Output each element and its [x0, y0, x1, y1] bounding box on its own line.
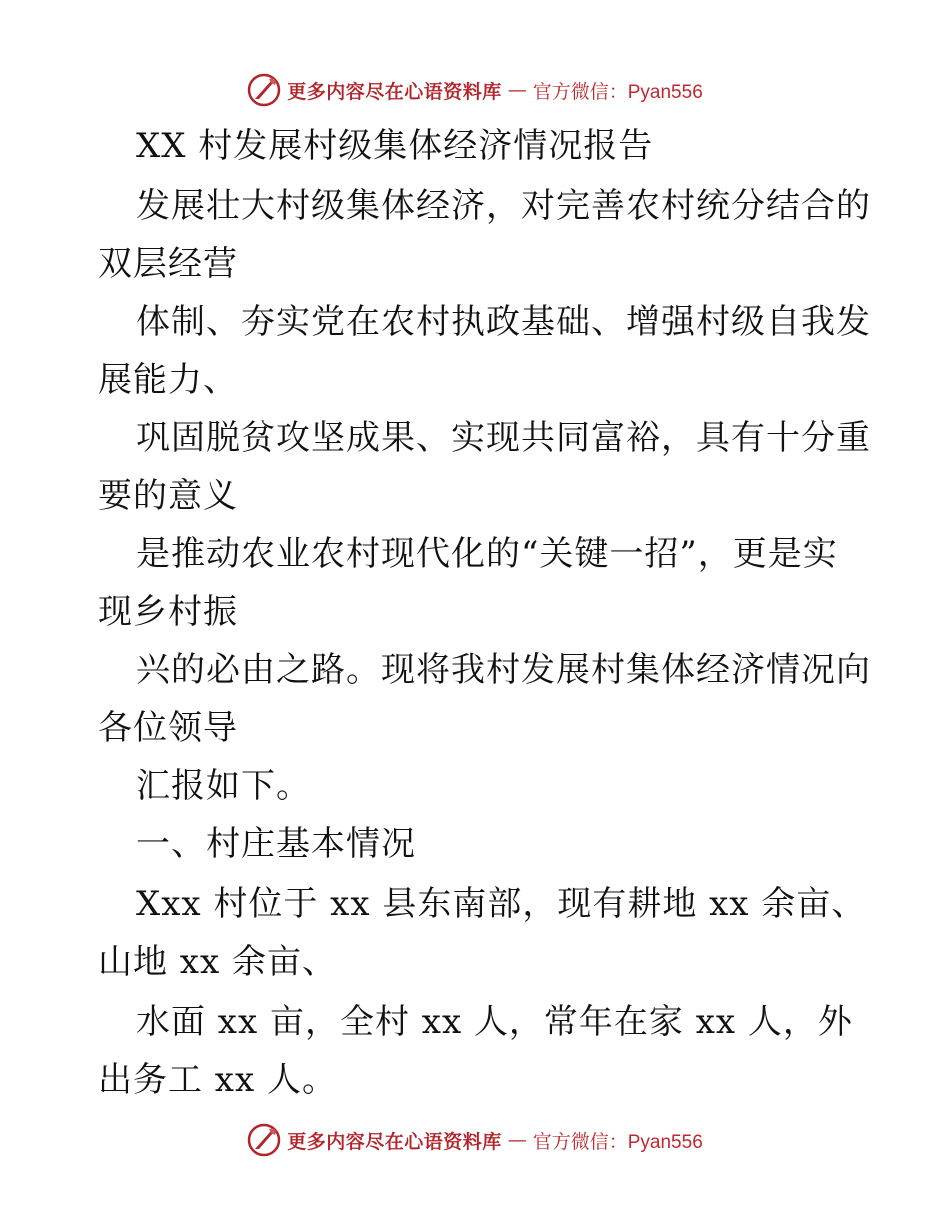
- banner-separator: —: [507, 1129, 527, 1151]
- paragraph-line: 是推动农业农村现代化的“关键一招”，更是实: [136, 534, 838, 574]
- section-heading: 一、村庄基本情况: [136, 824, 416, 864]
- paragraph-line: 汇报如下。: [136, 766, 311, 806]
- paragraph-line: 巩固脱贫攻坚成果、实现共同富裕，具有十分重: [136, 418, 871, 458]
- banner-separator: —: [507, 79, 527, 101]
- banner-wechat-text: 官方微信：Pyan556: [532, 81, 703, 103]
- document-title: XX 村发展村级集体经济情况报告: [136, 126, 654, 166]
- paragraph-line: 展能力、: [98, 360, 238, 400]
- quill-logo-icon: [247, 1123, 281, 1157]
- footer-banner: [0, 1120, 950, 1160]
- paragraph-line: 体制、夯实党在农村执政基础、增强村级自我发: [136, 302, 871, 342]
- paragraph-line: 水面 xx 亩，全村 xx 人，常年在家 xx 人，外: [136, 1002, 853, 1042]
- paragraph-line: Xxx 村位于 xx 县东南部，现有耕地 xx 余亩、: [136, 884, 867, 924]
- paragraph-line: 兴的必由之路。现将我村发展村集体经济情况向: [136, 650, 871, 690]
- paragraph-line: 双层经营: [98, 244, 238, 284]
- paragraph-line: 山地 xx 余亩、: [98, 942, 337, 982]
- banner-wechat-text: 官方微信：Pyan556: [532, 1131, 703, 1153]
- banner-brand-text: 更多内容尽在心语资料库: [287, 1130, 502, 1153]
- banner-brand-text: 更多内容尽在心语资料库: [287, 80, 502, 103]
- paragraph-line: 出务工 xx 人。: [98, 1060, 337, 1100]
- paragraph-line: 各位领导: [98, 708, 238, 748]
- paragraph-line: 现乡村振: [98, 592, 238, 632]
- paragraph-line: 要的意义: [98, 476, 238, 516]
- paragraph-line: 发展壮大村级集体经济，对完善农村统分结合的: [136, 186, 871, 226]
